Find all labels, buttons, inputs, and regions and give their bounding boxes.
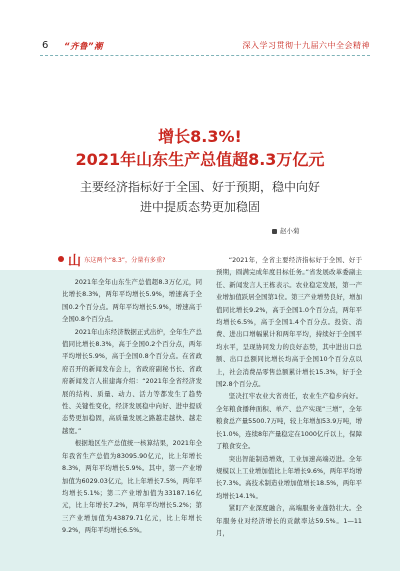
article-title-line2: 2021年山东生产总值超8.3万亿元: [75, 150, 325, 169]
paragraph: 紧盯产业深度融合，高端服务业蓬勃壮大。全年服务业对经济增长的贡献率达59.5%。1—11月，: [216, 504, 362, 537]
section-heading-initial: 山: [68, 253, 82, 269]
paragraph: 2021年全年山东生产总值超8.3万亿元，同比增长8.3%，两年平均增长5.9%，增速高于全国0.2个百分点。两年平均增长5.9%，增速高于全国0.8个百分点。: [62, 278, 202, 324]
article-title-line1: 增长8.3%!: [158, 127, 242, 146]
section-heading: [58, 252, 166, 269]
right-column: [216, 254, 362, 539]
page-number: 6: [42, 40, 49, 51]
author-marker-icon: [272, 229, 277, 234]
section-heading-text: 东这两个“8.3”，分量有多重?: [84, 256, 166, 264]
paragraph: “2021年，全省主要经济指标好于全国、好于预期，圆满完成年度目标任务。”省发展改革委副主任、新闻发言人王栋表示。农业稳定发展，第一产业增加值跃居全国第1位。第三产业增势良好，增加值同比增长9.2%，高于全国1.0个百分点，两年平均增长6.5%，高于全国1.4个百分点。投资、消费、进出口增幅累计和两年平均，持续好于全国平均水平，呈现协同发力的良好态势，其中进出口总额、出口总额同比增长均高于全国10个百分点以上，社会消费品零售总额累计增长15.3%，好于全国2.8个百分点。: [216, 256, 362, 389]
article-subtitle-line1: 主要经济指标好于全国、好于预期，稳中向好: [79, 180, 320, 194]
paragraph: 坚决扛牢农业大省责任，农业生产稳步向好。全年粮食播种面积、单产、总产实现“三增”，全年粮食总产量5500.7万吨，较上年增加53.9万吨，增长1.0%，连续8年产量稳定在1000亿斤以上，保障了粮食安全。: [216, 392, 362, 451]
magazine-brand: “齐鲁”潮: [64, 42, 103, 52]
paragraph: 2021年山东经济数据正式出炉，全年生产总值同比增长8.3%，高于全国0.2个百分点，两年平均增长5.9%，高于全国0.8个百分点。在省政府召开的新闻发布会上，省政府副秘书长、省政府新闻发言人崔建海介绍：“2021年全省经济发展的结构、质量、动力、活力等都发生了趋势性、关键性变化，经济发展稳中向好、进中提质态势更加稳固，高质量发展之路越走越快、越走越宽。”: [62, 327, 202, 435]
left-column: [62, 276, 202, 537]
author-name: 赵小菊: [280, 227, 300, 235]
paragraph: 根据地区生产总值统一核算结果，2021年全年我省生产总值为83095.90亿元，比上年增长8.3%，两年平均增长5.9%。其中，第一产业增加值为6029.03亿元，比上年增长7.5%，两年平均增长5.1%；第二产业增加值为33187.16亿元，比上年增长7.2%，两年平均增长5.2%；第三产业增加值为43879.71亿元，比上年增长9.2%，两年平均增长6.5%。: [62, 439, 202, 535]
author-byline: [272, 226, 300, 235]
running-head: 深入学习贯彻十九届六中全会精神: [242, 41, 370, 50]
article-subtitle-line2: 进中提质态势更加稳固: [139, 200, 260, 214]
bullet-dot-icon: [58, 256, 64, 262]
header-divider: [40, 55, 370, 56]
paragraph: 突出智能制造增效，工业加速高端迈进。全年规模以上工业增加值比上年增长9.6%，两年平均增长7.3%。高技术制造业增加值增长18.5%，两年平均增长14.1%。: [216, 454, 362, 500]
